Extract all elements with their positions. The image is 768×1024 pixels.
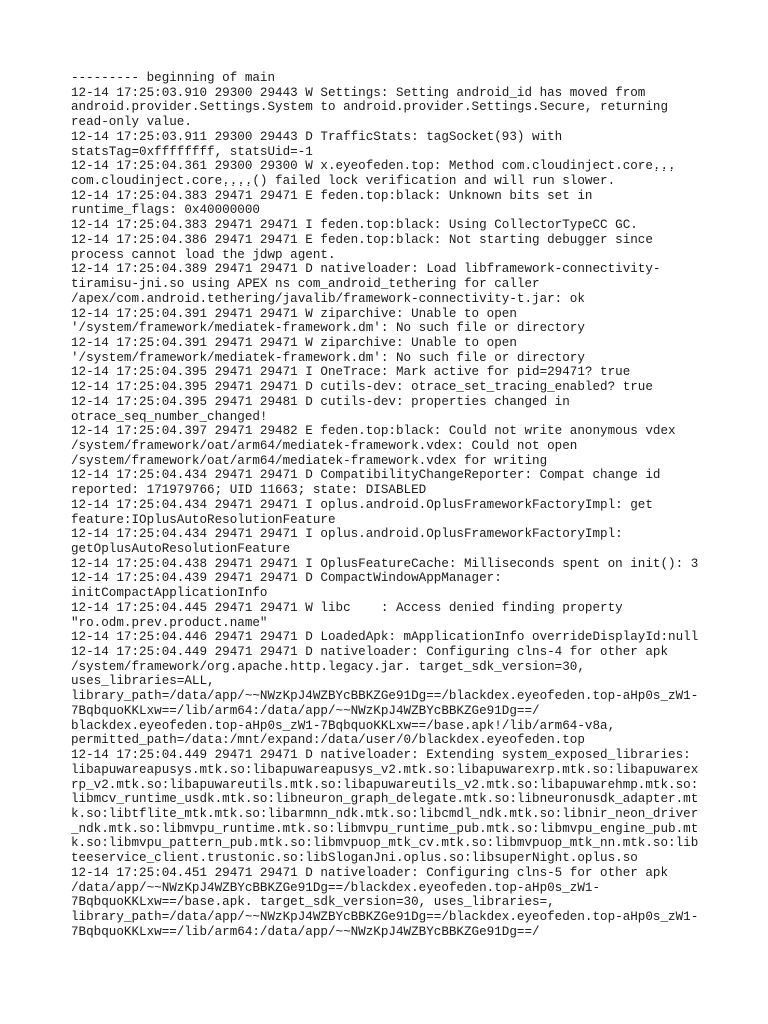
log-line: 12-14 17:25:04.445 29471 29471 W libc : Access denied finding property [71, 600, 623, 615]
log-line: blackdex.eyeofeden.top-aHp0s_zW1-7BqbquoKKLxw==/base.apk!/lib/arm64-v8a, [71, 718, 616, 733]
log-line: 12-14 17:25:04.451 29471 29471 D nativeloader: Configuring clns-5 for other apk [71, 865, 669, 880]
log-line: /system/framework/org.apache.http.legacy.jar. target_sdk_version=30, [71, 659, 585, 674]
logcat-output [71, 71, 711, 939]
log-line: '/system/framework/mediatek-framework.dm': No such file or directory [71, 350, 585, 365]
log-line: otrace_seq_number_changed! [71, 409, 268, 424]
log-line: tiramisu-jni.so using APEX ns com_android_tethering for caller [71, 277, 540, 292]
log-line: '/system/framework/mediatek-framework.dm': No such file or directory [71, 321, 585, 336]
log-line: feature:IOplusAutoResolutionFeature [71, 512, 336, 527]
log-line: /system/framework/oat/arm64/mediatek-framework.vdex: Could not open [71, 438, 578, 453]
log-line: 12-14 17:25:04.397 29471 29482 E feden.top:black: Could not write anonymous vdex [71, 424, 676, 439]
log-line: uses_libraries=ALL, [71, 674, 215, 689]
log-line: 7BqbquoKKLxw==/lib/arm64:/data/app/~~NWzKpJ4WZBYcBBKZGe91Dg==/ [71, 924, 540, 939]
log-line: 12-14 17:25:04.434 29471 29471 I oplus.android.OplusFrameworkFactoryImpl: get [71, 497, 653, 512]
log-line: libapuwareapusys.mtk.so:libapuwareapusys_v2.mtk.so:libapuwarexrp.mtk.so:libapuwarex [71, 762, 699, 777]
log-line: rp_v2.mtk.so:libapuwareutils.mtk.so:libapuwareutils_v2.mtk.so:libapuwarehmp.mtk.so: [71, 777, 699, 792]
log-line: k.so:libmvpu_pattern_pub.mtk.so:libmvpuop_mtk_cv.mtk.so:libmvpuop_mtk_nn.mtk.so:lib [71, 836, 699, 851]
log-line: k.so:libtflite_mtk.mtk.so:libarmnn_ndk.mtk.so:libcmdl_ndk.mtk.so:libnir_neon_driver [71, 806, 699, 821]
log-line: 12-14 17:25:04.386 29471 29471 E feden.top:black: Not starting debugger since [71, 232, 653, 247]
log-line: 12-14 17:25:04.383 29471 29471 I feden.top:black: Using CollectorTypeCC GC. [71, 218, 638, 233]
log-line: getOplusAutoResolutionFeature [71, 542, 291, 556]
log-line: 12-14 17:25:04.383 29471 29471 E feden.top:black: Unknown bits set in [71, 188, 593, 203]
log-line: 7BqbquoKKLxw==/base.apk. target_sdk_version=30, uses_libraries=, [71, 895, 555, 910]
log-line: teeservice_client.trustonic.so:libSloganJni.oplus.so:libsuperNight.oplus.so [71, 851, 638, 866]
log-line: 12-14 17:25:04.446 29471 29471 D LoadedApk: mApplicationInfo overrideDisplayId:null [71, 630, 699, 645]
log-line: initCompactApplicationInfo [71, 586, 268, 601]
log-line: 12-14 17:25:03.910 29300 29443 W Settings: Setting android_id has moved from [71, 85, 646, 100]
log-line: "ro.odm.prev.product.name" [71, 615, 268, 630]
log-line: 12-14 17:25:04.389 29471 29471 D nativeloader: Load libframework-connectivity- [71, 262, 661, 277]
log-line: read-only value. [71, 115, 192, 130]
log-line: library_path=/data/app/~~NWzKpJ4WZBYcBBKZGe91Dg==/blackdex.eyeofeden.top-aHp0s_zW1- [71, 909, 699, 924]
log-line: /data/app/~~NWzKpJ4WZBYcBBKZGe91Dg==/blackdex.eyeofeden.top-aHp0s_zW1- [71, 880, 601, 895]
log-line: /system/framework/oat/arm64/mediatek-framework.vdex for writing [71, 453, 548, 468]
log-line: --------- beginning of main [71, 71, 276, 85]
log-line: 12-14 17:25:04.434 29471 29471 I oplus.android.OplusFrameworkFactoryImpl: [71, 527, 623, 542]
log-line: statsTag=0xffffffff, statsUid=-1 [71, 144, 313, 159]
log-line: 12-14 17:25:04.434 29471 29471 D CompatibilityChangeReporter: Compat change id [71, 468, 661, 483]
log-line: /apex/com.android.tethering/javalib/framework-connectivity-t.jar: ok [71, 291, 585, 306]
log-line: com.cloudinject.core.̣.̣.̣.̣() failed lock verification and will run slower. [71, 174, 616, 189]
log-line: libmcv_runtime_usdk.mtk.so:libneuron_graph_delegate.mtk.so:libneuronusdk_adapter.mt [71, 792, 699, 807]
log-line: permitted_path=/data:/mnt/expand:/data/user/0/blackdex.eyeofeden.top [71, 733, 585, 748]
log-line: 12-14 17:25:04.449 29471 29471 D nativeloader: Configuring clns-4 for other apk [71, 645, 669, 660]
log-line: 12-14 17:25:04.391 29471 29471 W ziparchive: Unable to open [71, 306, 517, 321]
log-line: 12-14 17:25:04.361 29300 29300 W x.eyeofeden.top: Method com.cloudinject.core.̣.̣.̣ [71, 159, 676, 174]
log-line: reported: 171979766; UID 11663; state: DISABLED [71, 483, 427, 498]
log-line: 12-14 17:25:04.395 29471 29481 D cutils-dev: properties changed in [71, 394, 570, 409]
log-line: 7BqbquoKKLxw==/lib/arm64:/data/app/~~NWzKpJ4WZBYcBBKZGe91Dg==/ [71, 703, 540, 718]
log-line: 12-14 17:25:04.438 29471 29471 I OplusFeatureCache: Milliseconds spent on init(): 3 [71, 556, 699, 571]
log-line: 12-14 17:25:04.439 29471 29471 D CompactWindowAppManager: [71, 571, 502, 586]
log-line: 12-14 17:25:04.395 29471 29471 I OneTrace: Mark active for pid=29471? true [71, 365, 631, 380]
log-line: 12-14 17:25:03.911 29300 29443 D TrafficStats: tagSocket(93) with [71, 129, 563, 144]
log-line: 12-14 17:25:04.391 29471 29471 W ziparchive: Unable to open [71, 335, 517, 350]
log-line: runtime_flags: 0x40000000 [71, 203, 260, 218]
log-line: 12-14 17:25:04.449 29471 29471 D nativeloader: Extending system_exposed_libraries: [71, 748, 691, 763]
log-line: library_path=/data/app/~~NWzKpJ4WZBYcBBKZGe91Dg==/blackdex.eyeofeden.top-aHp0s_zW1- [71, 689, 699, 704]
log-line: 12-14 17:25:04.395 29471 29471 D cutils-dev: otrace_set_tracing_enabled? true [71, 380, 653, 395]
log-line: android.provider.Settings.System to android.provider.Settings.Secure, returning [71, 100, 669, 115]
log-line: _ndk.mtk.so:libmvpu_runtime.mtk.so:libmvpu_runtime_pub.mtk.so:libmvpu_engine_pub.mt [71, 821, 699, 836]
log-line: process cannot load the jdwp agent. [71, 247, 336, 262]
